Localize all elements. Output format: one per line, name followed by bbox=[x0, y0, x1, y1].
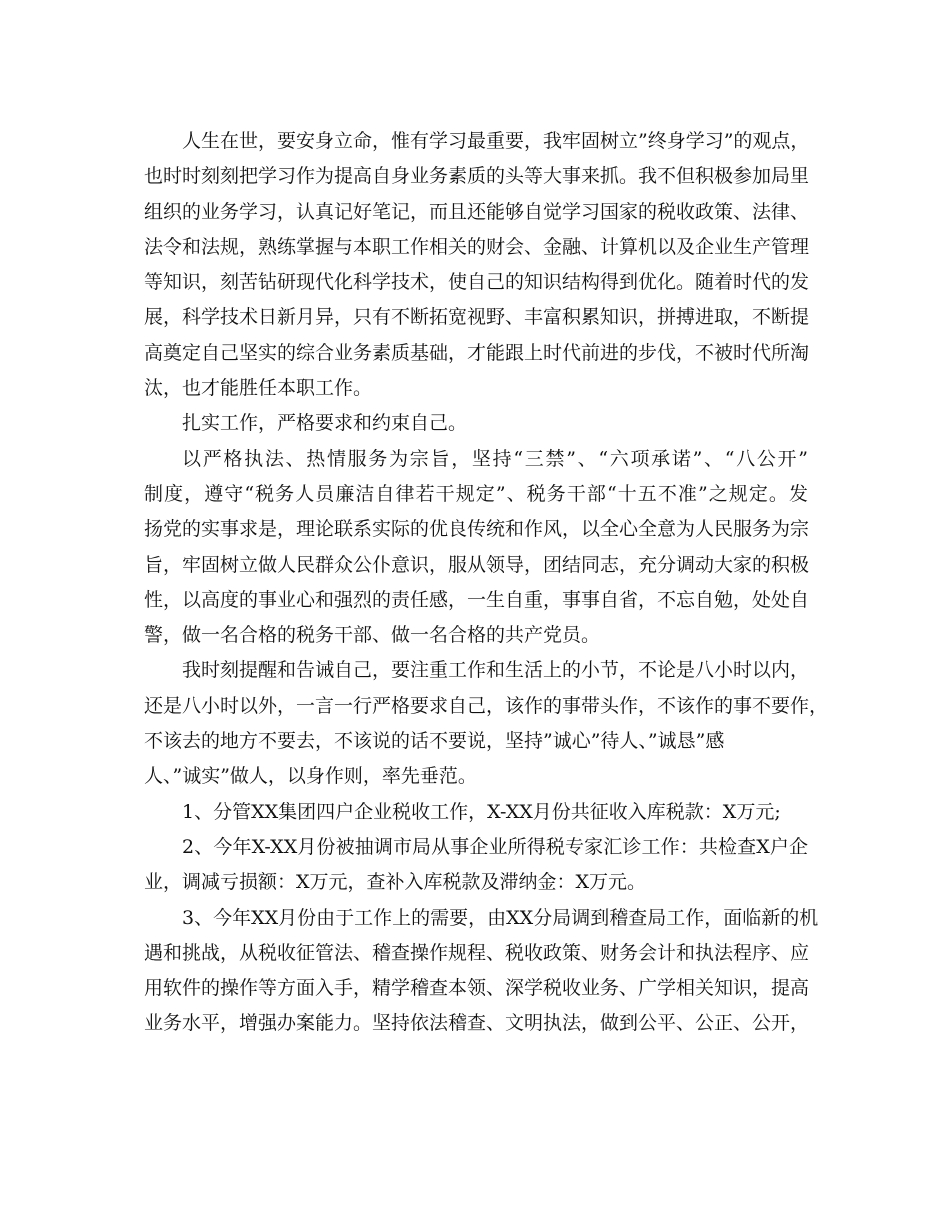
text-line: 性，以高度的事业心和强烈的责任感，一生自重，事事自省，不忘自勉，处处自 bbox=[144, 588, 810, 611]
text-line: 2、今年X-XX月份被抽调市局从事企业所得税专家汇诊工作：共检查X户企 bbox=[182, 835, 808, 858]
document-body bbox=[144, 124, 829, 1042]
text-line: 业，调减亏损额：X万元，查补入库税款及滞纳金：X万元。 bbox=[144, 871, 647, 894]
text-line: 汰，也才能胜任本职工作。 bbox=[144, 377, 373, 400]
text-line: 3、今年XX月份由于工作上的需要，由XX分局调到稽查局工作，面临新的机 bbox=[182, 906, 819, 929]
text-line: 旨，牢固树立做人民群众公仆意识，服从领导，团结同志，充分调动大家的积极 bbox=[144, 553, 810, 576]
text-line: 用软件的操作等方面入手，精学稽查本领、深学税收业务、广学相关知识，提高 bbox=[144, 977, 810, 1000]
text-line: 1、分管XX集团四户企业税收工作，X-XX月份共征收入库税款：X万元; bbox=[182, 800, 781, 823]
text-line: 人生在世，要安身立命，惟有学习最重要，我牢固树立”终身学习”的观点， bbox=[182, 130, 810, 152]
text-line: 法令和法规，熟练掌握与本职工作相关的财会、金融、计算机以及企业生产管理 bbox=[144, 235, 810, 258]
text-line: 扬党的实事求是，理论联系实际的优良传统和作风，以全心全意为人民服务为宗 bbox=[144, 518, 810, 541]
text-line: 扎实工作，严格要求和约束自己。 bbox=[182, 412, 468, 435]
text-line: 也时时刻刻把学习作为提高自身业务素质的头等大事来抓。我不但积极参加局里 bbox=[144, 165, 810, 188]
text-line: 人、”诚实”做人，以身作则，率先垂范。 bbox=[144, 765, 477, 788]
text-line: 展，科学技术日新月异，只有不断拓宽视野、丰富积累知识，拼搏进取，不断提 bbox=[144, 306, 810, 329]
text-line: 我时刻提醒和告诫自己，要注重工作和生活上的小节，不论是八小时以内， bbox=[182, 659, 810, 682]
text-line: 不该去的地方不要去，不该说的话不要说，坚持”诚心”待人、”诚恳”感 bbox=[144, 730, 725, 753]
text-line: 高奠定自己坚实的综合业务素质基础，才能跟上时代前进的步伐，不被时代所淘 bbox=[144, 341, 810, 364]
text-line: 遇和挑战，从税收征管法、稽查操作规程、税收政策、财务会计和执法程序、应 bbox=[144, 941, 810, 964]
text-line: 等知识，刻苦钻研现代化科学技术，使自己的知识结构得到优化。随着时代的发 bbox=[144, 271, 810, 294]
text-line: 组织的业务学习，认真记好笔记，而且还能够自觉学习国家的税收政策、法律、 bbox=[144, 200, 810, 223]
text-line: 制度，遵守“税务人员廉洁自律若干规定”、税务干部“十五不准”之规定。发 bbox=[144, 482, 808, 505]
text-line: 以严格执法、热情服务为宗旨，坚持“三禁”、“六项承诺”、“八公开” bbox=[182, 447, 808, 470]
text-line: 还是八小时以外，一言一行严格要求自己，该作的事带头作，不该作的事不要作， bbox=[144, 694, 829, 717]
text-line: 业务水平，增强办案能力。坚持依法稽查、文明执法，做到公平、公正、公开， bbox=[144, 1012, 810, 1035]
text-line: 警，做一名合格的税务干部、做一名合格的共产党员。 bbox=[144, 624, 601, 647]
